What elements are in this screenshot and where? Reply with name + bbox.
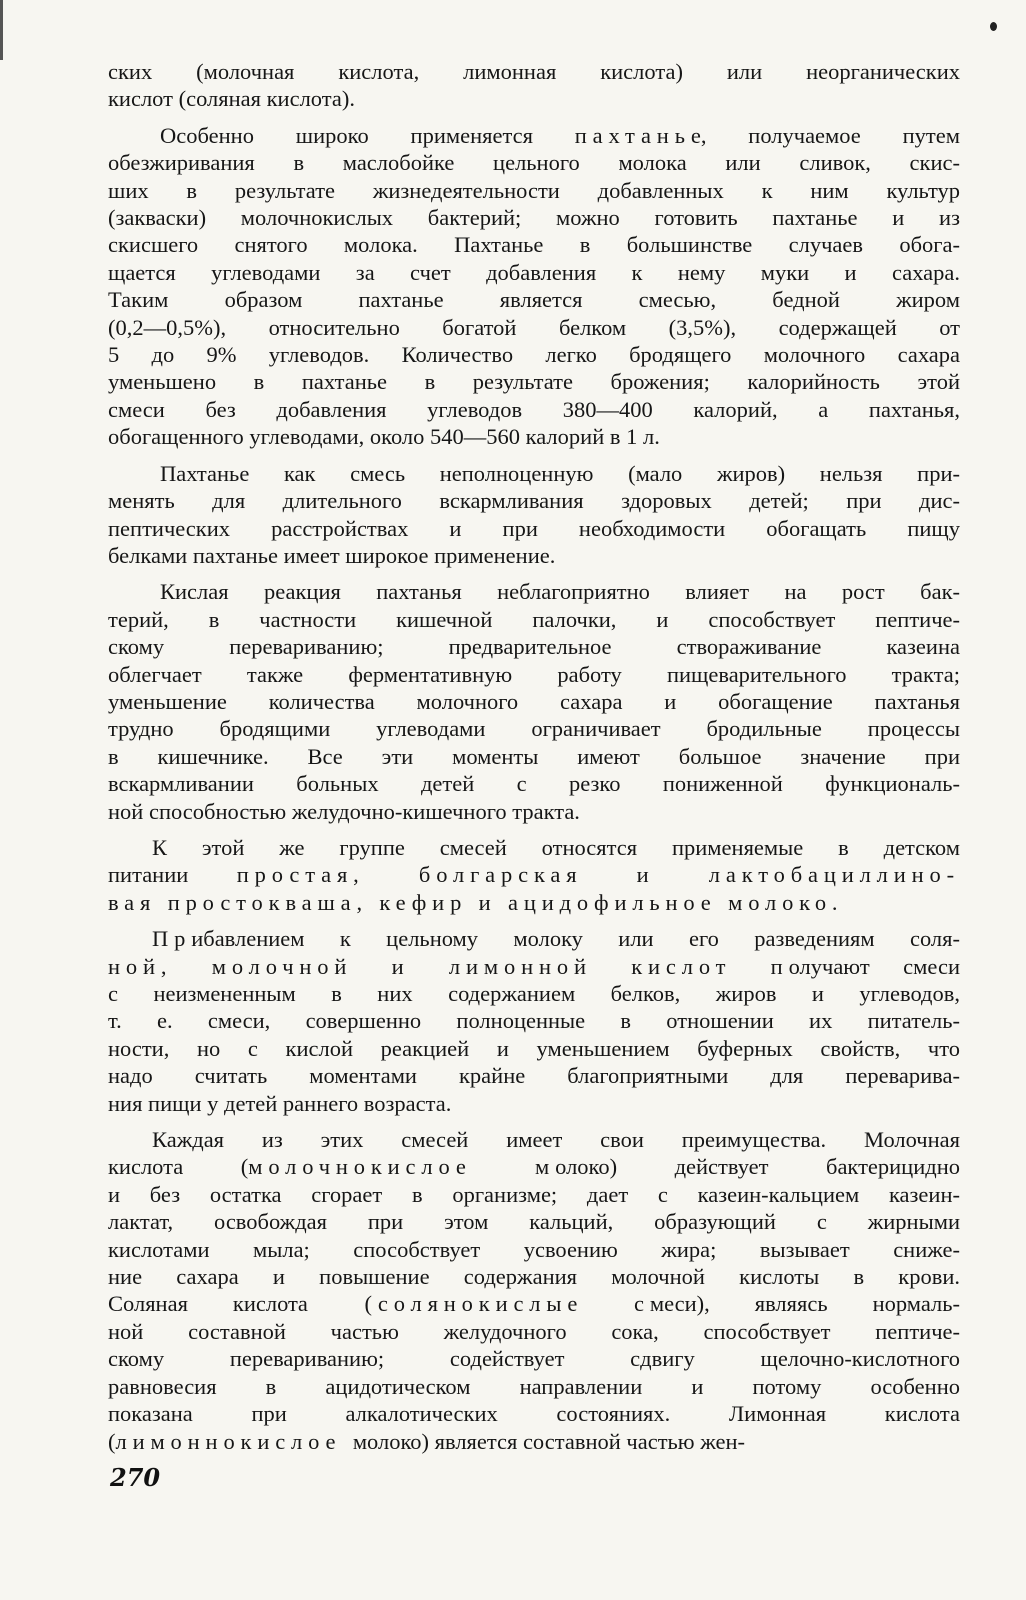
text-line: Таким образом пахтанье является смесью, бедной жиром — [108, 287, 960, 313]
text-line: Особенно широко применяется пахтанье, получаемое путем — [160, 122, 960, 148]
text-line: Соляная кислота (солянокислые смеси), являясь нормаль- — [108, 1291, 961, 1317]
page-number: 270 — [110, 1463, 161, 1492]
text-line: т. е. смеси, совершенно полноценные в отношении их питатель- — [108, 1008, 960, 1034]
text-line: в кишечнике. Все эти моменты имеют большое значение при — [108, 743, 960, 769]
text-line: К этой же группе смесей относятся применяемые в детском — [152, 834, 960, 860]
text-line: менять для длительного вскармливания здоровых детей; при дис- — [108, 488, 960, 514]
text-line: скому перевариванию; предварительное створаживание казеина — [108, 634, 960, 660]
text-line: уменьшено в пахтанье в результате брожения; калорийность этой — [108, 369, 960, 395]
text-line: ной, молочной и лимонной кислот получают смеси — [108, 953, 960, 979]
text-line: равновесия в ацидотическом направлении и потому особенно — [108, 1373, 960, 1399]
text-line: кислот (соляная кислота). — [108, 86, 355, 112]
paragraph-gap — [108, 1117, 960, 1126]
scan-edge-mark — [0, 0, 3, 60]
text-line: ния пищи у детей раннего возраста. — [108, 1090, 452, 1116]
text-line: Прибавлением к цельному молоку или его разведениям соля- — [152, 926, 960, 952]
text-line: обогащенного углеводами, около 540—560 калорий в 1 л. — [108, 424, 660, 450]
paragraph — [108, 834, 960, 916]
text-line: скисшего снятого молока. Пахтанье в большинстве случаев обога- — [108, 232, 960, 258]
paragraph-gap — [108, 825, 960, 834]
paragraph — [108, 1126, 960, 1455]
text-line: вскармливании больных детей с резко пониженной функциональ- — [108, 771, 960, 797]
text-line: ности, но с кислой реакцией и уменьшением буферных свойств, что — [108, 1035, 960, 1061]
paragraph — [108, 460, 960, 570]
text-line: надо считать моментами крайне благоприятными для переварива- — [108, 1063, 960, 1089]
paragraph — [108, 122, 960, 451]
paragraph — [108, 578, 960, 825]
paragraph-gap — [108, 451, 960, 460]
text-line: показана при алкалотических состояниях. Лимонная кислота — [108, 1401, 960, 1427]
text-line: 5 до 9% углеводов. Количество легко бродящего молочного сахара — [108, 342, 960, 368]
text-line: (0,2—0,5%), относительно богатой белком (3,5%), содержащей от — [108, 314, 960, 340]
text-line: трудно бродящими углеводами ограничивает бродильные процессы — [108, 716, 960, 742]
text-line: Пахтанье как смесь неполноценную (мало жиров) нельзя при- — [160, 460, 960, 486]
paragraph-gap — [108, 113, 960, 122]
paragraph — [108, 58, 960, 113]
text-line: щается углеводами за счет добавления к нему муки и сахара. — [108, 259, 960, 285]
text-line: и без остатка сгорает в организме; дает с казеин-кальцием казеин- — [108, 1181, 960, 1207]
text-line: лактат, освобождая при этом кальций, образующий с жирными — [108, 1209, 960, 1235]
text-line: с неизмененным в них содержанием белков, жиров и углеводов, — [108, 981, 960, 1006]
text-line: кислота (молочнокислое молоко) действует бактерицидно — [108, 1154, 961, 1180]
paragraph-gap — [108, 569, 960, 578]
text-line: Кислая реакция пахтанья неблагоприятно влияет на рост бак- — [160, 579, 960, 605]
text-line: ной способностью желудочно-кишечного тракта. — [108, 798, 580, 824]
text-line: ших в результате жизнедеятельности добавленных к ним культур — [108, 177, 960, 203]
text-line: терий, в частности кишечной палочки, и способствует пептиче- — [108, 606, 960, 632]
ink-speck — [990, 22, 997, 31]
text-line: пептических расстройствах и при необходимости обогащать пищу — [108, 515, 960, 541]
text-line: скому перевариванию; содействует сдвигу щелочно-кислотного — [108, 1346, 960, 1372]
text-line: ских (молочная кислота, лимонная кислота) или неорганических — [108, 59, 960, 84]
text-line: уменьшение количества молочного сахара и обогащение пахтанья — [108, 688, 960, 714]
paragraph — [108, 925, 960, 1117]
text-line: (закваски) молочнокислых бактерий; можно готовить пахтанье и из — [108, 205, 960, 231]
text-line: смеси без добавления углеводов 380—400 калорий, а пахтанья, — [108, 396, 960, 422]
text-line: кислотами мыла; способствует усвоению жира; вызывает сниже- — [108, 1236, 960, 1262]
text-line: Каждая из этих смесей имеет свои преимущества. Молочная — [152, 1127, 960, 1153]
text-line: обезжиривания в маслобойке цельного молока или сливок, скис- — [108, 150, 960, 176]
text-line: ние сахара и повышение содержания молочной кислоты в крови. — [108, 1264, 960, 1290]
text-line: облегчает также ферментативную работу пищеварительного тракта; — [108, 661, 960, 687]
text-line: белками пахтанье имеет широкое применение. — [108, 542, 556, 568]
text-line: (лимоннокислое молоко) является составной частью жен- — [108, 1428, 745, 1454]
page-body — [108, 58, 960, 1455]
text-line: ной составной частью желудочного сока, способствует пептиче- — [108, 1318, 960, 1344]
text-line: вая простокваша, кефир и ацидофильное молоко. — [108, 889, 844, 915]
text-line: питании простая, болгарская и лактобациллино- — [108, 862, 960, 888]
paragraph-gap — [108, 916, 960, 925]
